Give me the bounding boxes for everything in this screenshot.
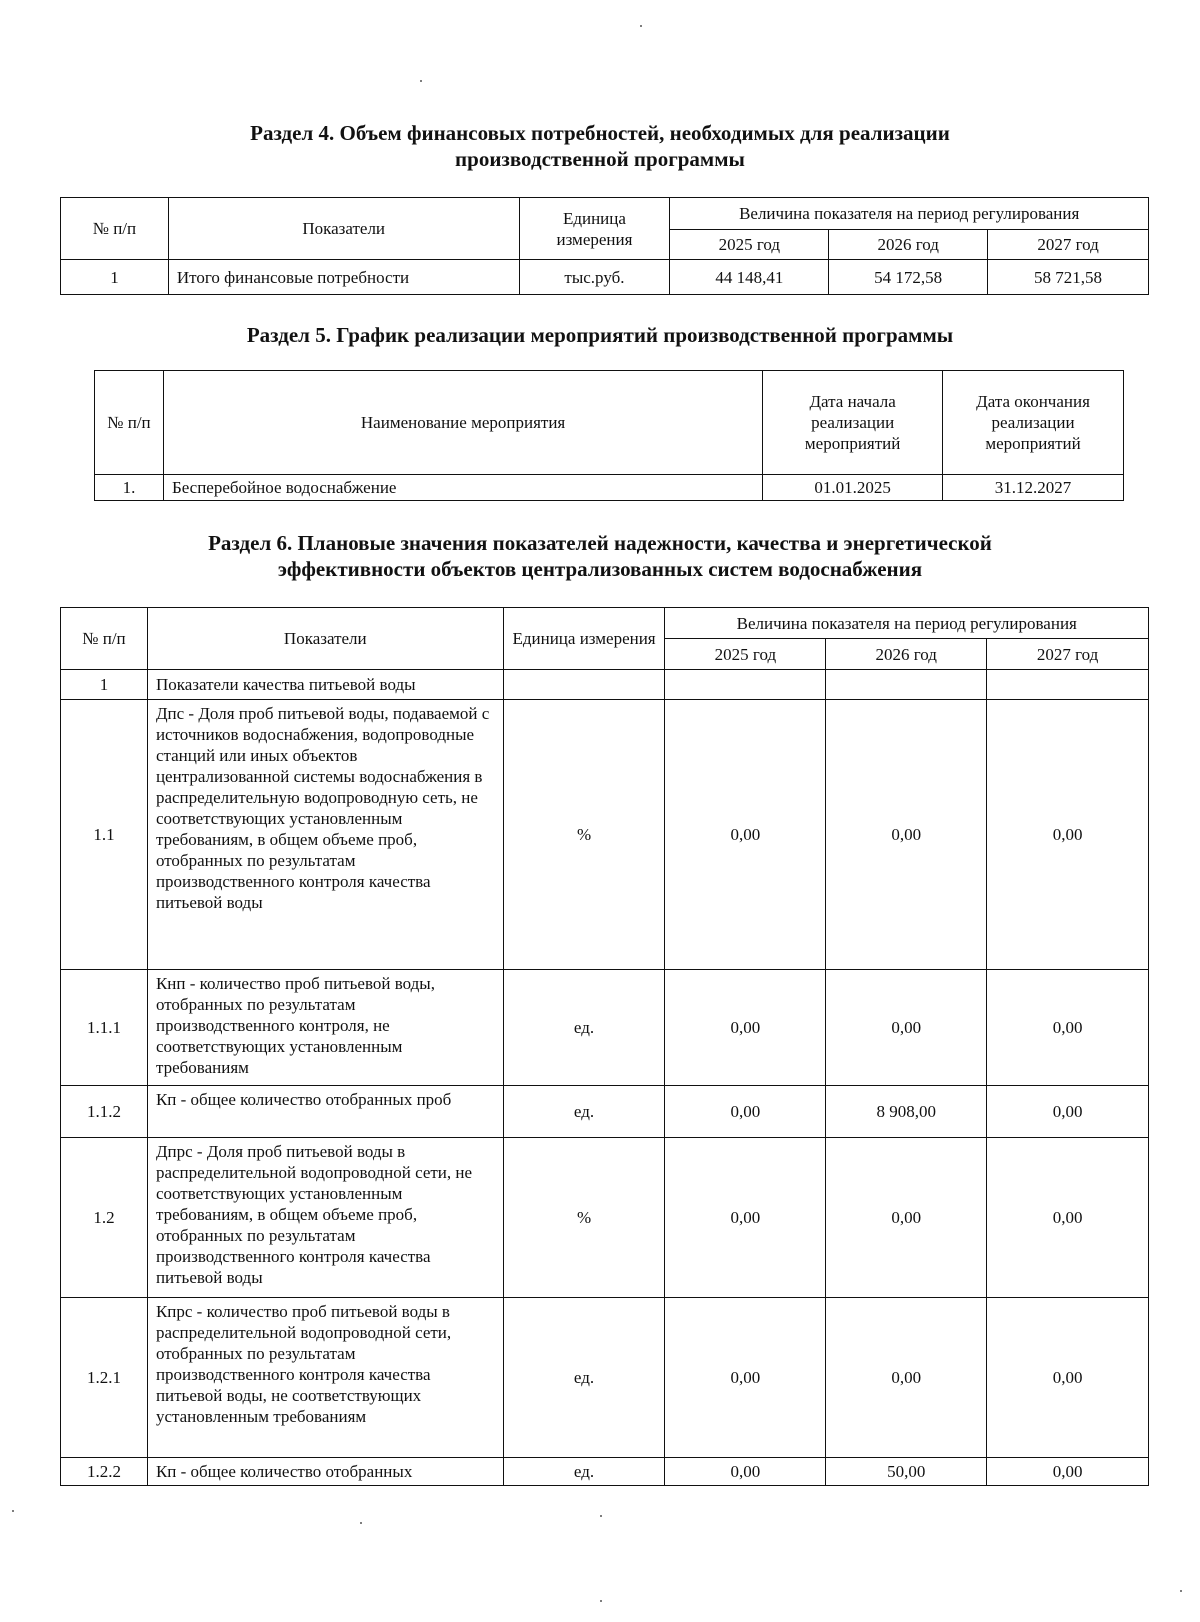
s4-row-name: Итого финансовые потребности xyxy=(168,260,519,295)
s6-row-2026: 0,00 xyxy=(826,970,987,1086)
s6-row-name: Кнп - количество проб питьевой воды, отобранных по результатам производственного контроля, не соответствующих установленным требованиям xyxy=(147,970,503,1086)
s6-row-num: 1.2.2 xyxy=(61,1458,148,1486)
s4-header-2027: 2027 год xyxy=(988,230,1149,260)
s4-header-num: № п/п xyxy=(61,198,169,260)
s6-row-name: Кп - общее количество отобранных проб xyxy=(147,1086,503,1138)
s6-row-unit: % xyxy=(503,1138,665,1298)
table-row xyxy=(61,260,1149,295)
table-row xyxy=(61,670,1149,700)
table-row xyxy=(95,475,1124,501)
section5-title: Раздел 5. График реализации мероприятий производственной программы xyxy=(246,323,954,347)
s6-row-2026: 0,00 xyxy=(826,1138,987,1298)
s6-row-2027: 0,00 xyxy=(987,1138,1149,1298)
s6-row-unit xyxy=(503,670,665,700)
s5-row-num: 1. xyxy=(95,475,164,501)
scan-speck xyxy=(600,1515,602,1517)
s4-header-2025: 2025 год xyxy=(670,230,829,260)
section6-title xyxy=(0,530,1200,582)
s6-row-2025: 0,00 xyxy=(665,700,826,970)
s6-row-name: Дпс - Доля проб питьевой воды, подаваемой с источников водоснабжения, водопроводные станций или иных объектов централизованной системы водоснабжения в распределительную водопроводную сеть, не соответствующих установленным требованиям, в общем объеме проб, отобранных по результатам производственного контроля качества питьевой воды xyxy=(147,700,503,970)
s5-header-num: № п/п xyxy=(95,371,164,475)
s4-row-2025: 44 148,41 xyxy=(670,260,829,295)
s4-row-2027: 58 721,58 xyxy=(988,260,1149,295)
section6-table xyxy=(60,607,1149,1486)
section6-title-line2: эффективности объектов централизованных систем водоснабжения xyxy=(277,557,923,581)
table-row xyxy=(61,1298,1149,1458)
section6-title-line1: Раздел 6. Плановые значения показателей надежности, качества и энергетической xyxy=(208,531,992,555)
s5-row-end: 31.12.2027 xyxy=(943,475,1124,501)
s6-row-num: 1.2 xyxy=(61,1138,148,1298)
s6-row-unit: ед. xyxy=(503,1458,665,1486)
s6-row-num: 1.2.1 xyxy=(61,1298,148,1458)
s5-header-start: Дата начала реализации мероприятий xyxy=(763,371,943,475)
s5-header-name: Наименование мероприятия xyxy=(163,371,762,475)
s6-row-2025 xyxy=(665,670,826,700)
scan-speck xyxy=(360,1522,362,1524)
s6-row-num: 1.1 xyxy=(61,700,148,970)
s4-row-unit: тыс.руб. xyxy=(519,260,670,295)
scan-speck xyxy=(420,80,422,82)
s6-header-2027: 2027 год xyxy=(987,639,1149,670)
s6-row-2027: 0,00 xyxy=(987,1086,1149,1138)
s6-row-unit: ед. xyxy=(503,1298,665,1458)
s4-row-num: 1 xyxy=(61,260,169,295)
s6-row-2026: 8 908,00 xyxy=(826,1086,987,1138)
s6-header-num: № п/п xyxy=(61,608,148,670)
s4-header-period: Величина показателя на период регулирования xyxy=(670,198,1149,230)
s6-row-2026: 0,00 xyxy=(826,1298,987,1458)
table-row xyxy=(61,970,1149,1086)
s5-row-start: 01.01.2025 xyxy=(763,475,943,501)
scan-speck xyxy=(600,1600,602,1602)
table-row xyxy=(61,1086,1149,1138)
scan-speck xyxy=(1180,1590,1182,1592)
s6-row-num: 1.1.2 xyxy=(61,1086,148,1138)
section4-title-line1: Раздел 4. Объем финансовых потребностей, необходимых для реализации xyxy=(250,121,950,145)
section4-title-line2: производственной программы xyxy=(455,147,745,171)
s4-header-indicators: Показатели xyxy=(168,198,519,260)
s6-row-2027: 0,00 xyxy=(987,1458,1149,1486)
scan-speck xyxy=(12,1510,14,1512)
s6-row-2025: 0,00 xyxy=(665,1298,826,1458)
section5-table xyxy=(94,370,1124,501)
section4-title xyxy=(0,120,1200,172)
s5-header-end: Дата окончания реализации мероприятий xyxy=(943,371,1124,475)
scan-speck xyxy=(640,25,642,27)
s6-row-2025: 0,00 xyxy=(665,1138,826,1298)
s4-row-2026: 54 172,58 xyxy=(829,260,988,295)
s6-row-2027 xyxy=(987,670,1149,700)
s6-row-2025: 0,00 xyxy=(665,970,826,1086)
s6-row-unit: ед. xyxy=(503,970,665,1086)
s6-row-2027: 0,00 xyxy=(987,970,1149,1086)
section4-table xyxy=(60,197,1149,295)
s6-header-period: Величина показателя на период регулирования xyxy=(665,608,1149,639)
s6-row-name: Кпрс - количество проб питьевой воды в распределительной водопроводной сети, отобранных по результатам производственного контроля качества питьевой воды, не соответствующих установленным требованиям xyxy=(147,1298,503,1458)
s6-row-2027: 0,00 xyxy=(987,700,1149,970)
s6-row-num: 1.1.1 xyxy=(61,970,148,1086)
s6-row-name: Кп - общее количество отобранных xyxy=(147,1458,503,1486)
s6-row-2025: 0,00 xyxy=(665,1458,826,1486)
s6-row-unit: % xyxy=(503,700,665,970)
s6-row-name: Дпрс - Доля проб питьевой воды в распределительной водопроводной сети, не соответствующих установленным требованиям, в общем объеме проб, отобранных по результатам производственного контроля качества питьевой воды xyxy=(147,1138,503,1298)
s6-row-unit: ед. xyxy=(503,1086,665,1138)
s6-row-num: 1 xyxy=(61,670,148,700)
s6-row-2025: 0,00 xyxy=(665,1086,826,1138)
table-row xyxy=(61,700,1149,970)
s4-header-2026: 2026 год xyxy=(829,230,988,260)
s6-header-unit: Единица измерения xyxy=(503,608,665,670)
s6-header-2026: 2026 год xyxy=(826,639,987,670)
table-row xyxy=(61,1458,1149,1486)
s6-header-indicators: Показатели xyxy=(147,608,503,670)
s5-row-name: Бесперебойное водоснабжение xyxy=(163,475,762,501)
s6-row-2026: 50,00 xyxy=(826,1458,987,1486)
s6-row-2027: 0,00 xyxy=(987,1298,1149,1458)
table-row xyxy=(61,1138,1149,1298)
s6-row-2026: 0,00 xyxy=(826,700,987,970)
s4-header-unit: Единица измерения xyxy=(519,198,670,260)
s6-header-2025: 2025 год xyxy=(665,639,826,670)
s6-row-name: Показатели качества питьевой воды xyxy=(147,670,503,700)
s6-row-2026 xyxy=(826,670,987,700)
